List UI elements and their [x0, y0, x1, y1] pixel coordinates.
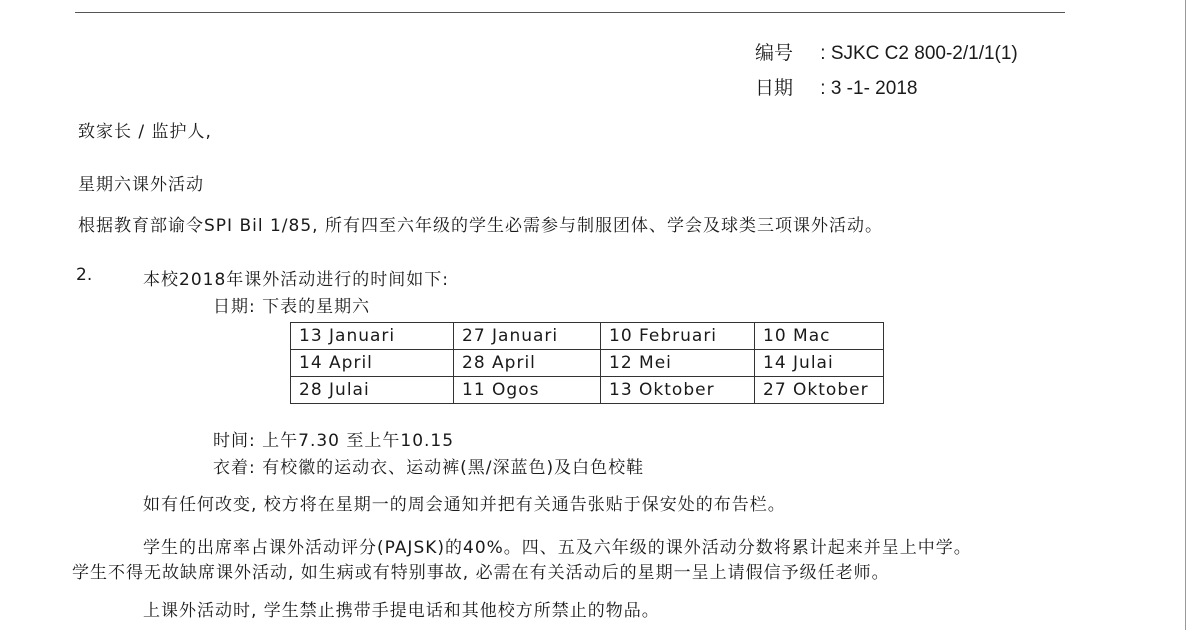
table-row [291, 323, 884, 350]
time-line: 时间: 上午7.30 至上午10.15 [213, 431, 455, 451]
paragraph-5: 上课外活动时, 学生禁止携带手提电话和其他校方所禁止的物品。 [143, 601, 660, 621]
paragraph-2: 本校2018年课外活动进行的时间如下: [143, 270, 449, 290]
table-cell: 13 Januari [291, 323, 454, 350]
table-cell: 10 Februari [601, 323, 755, 350]
page-edge [1185, 0, 1186, 630]
table-cell: 11 Ogos [454, 377, 601, 404]
table-cell: 13 Oktober [601, 377, 755, 404]
paragraph-4-line-2: 学生不得无故缺席课外活动, 如生病或有特别事故, 必需在有关活动后的星期一呈上请假信予级任老师。 [72, 563, 890, 583]
table-cell: 10 Mac [755, 323, 884, 350]
date-row [755, 73, 917, 100]
table-cell: 12 Mei [601, 350, 755, 377]
paragraph-1: 根据教育部谕令SPI Bil 1/85, 所有四至六年级的学生必需参与制服团体、学会及球类三项课外活动。 [78, 216, 883, 236]
reference-value: : SJKC C2 800-2/1/1(1) [820, 43, 1018, 64]
paragraph-4-line-1: 学生的出席率占课外活动评分(PAJSK)的40%。四、五及六年级的课外活动分数将累计起来并呈上中学。 [143, 538, 972, 558]
salutation: 致家长 / 监护人, [78, 122, 212, 142]
saturday-dates-table [290, 322, 884, 404]
table-cell: 14 Julai [755, 350, 884, 377]
reference-row [755, 38, 1018, 65]
table-cell: 28 April [454, 350, 601, 377]
table-cell: 27 Januari [454, 323, 601, 350]
reference-label: 编号 [755, 43, 794, 64]
paragraph-3: 如有任何改变, 校方将在星期一的周会通知并把有关通告张贴于保安处的布告栏。 [143, 495, 786, 515]
table-cell: 14 April [291, 350, 454, 377]
date-line: 日期: 下表的星期六 [213, 297, 371, 317]
table-row [291, 377, 884, 404]
top-rule [75, 12, 1065, 13]
date-value: : 3 -1- 2018 [820, 78, 918, 99]
attire-line: 衣着: 有校徽的运动衣、运动裤(黑/深蓝色)及白色校鞋 [213, 458, 645, 478]
table-cell: 28 Julai [291, 377, 454, 404]
subject-heading: 星期六课外活动 [78, 175, 204, 195]
paragraph-2-number: 2. [76, 265, 93, 285]
date-label: 日期 [755, 78, 794, 99]
table-row [291, 350, 884, 377]
table-cell: 27 Oktober [755, 377, 884, 404]
